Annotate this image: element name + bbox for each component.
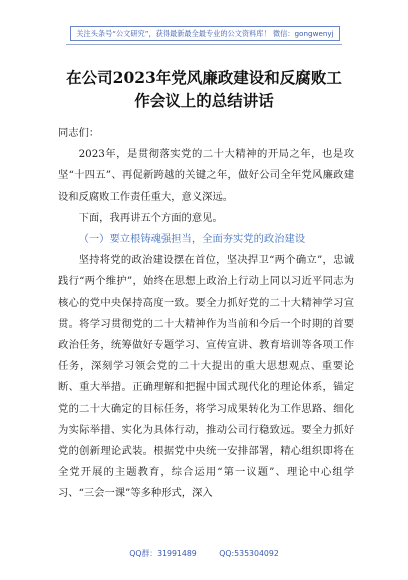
footer-contact [0, 548, 408, 559]
document-title [50, 66, 358, 112]
document-body [58, 123, 354, 505]
salutation: 同志们： [58, 127, 100, 139]
header-divider [66, 44, 342, 45]
title-line-1: 在公司2023年党风廉政建设和反腐败工 [66, 68, 342, 87]
promo-banner: 关注头条号“公文研究”，获得最新最全最专业的公文资料库！ 微信：gongwenyj [70, 26, 340, 41]
paragraph: 2023年，是贯彻落实党的二十大精神的开局之年，也是攻坚“十四五”、再促新跨越的关键之年，做好公司全年党风廉政建设和反腐败工作责任重大，意义深远。 [58, 148, 354, 203]
section-heading: （一）要立根铸魂强担当，全面夯实党的政治建设 [78, 233, 306, 246]
paragraph: 坚持将党的政治建设摆在首位，坚决捍卫“两个确立”，忠诚践行“两个维护”，始终在思想上政治上行动上同以习近平同志为核心的党中央保持高度一致。要全力抓好党的二十大精神学习宣贯。将学习贯彻党的二十大精神作为当前和今后一个时期的首要政治任务，统筹做好专题学习、宣传宣讲、教育培训等各项工作任务，深刻学习领会党的二十大提出的重大思想观点、重要论断、重大举措。正确理解和把握中国式现代化的理论体系，锚定党的二十大确定的目标任务，将学习成果转化为工作思路、细化为实际举措、实化为具体行动，推动公司行稳致远。要全力抓好党的创新理论武装。根据党中央统一安排部署，精心组织即将在全党开展的主题教育，综合运用“第一议题”、理论中心组学习、“三会一课”等多种形式，深入 [58, 254, 354, 500]
paragraph: 下面，我再讲五个方面的意见。 [78, 211, 223, 224]
footer-qq-group: QQ群：31991489 [129, 549, 197, 558]
footer-qq: QQ:535304092 [219, 549, 279, 558]
title-line-2: 作会议上的总结讲话 [134, 91, 274, 110]
